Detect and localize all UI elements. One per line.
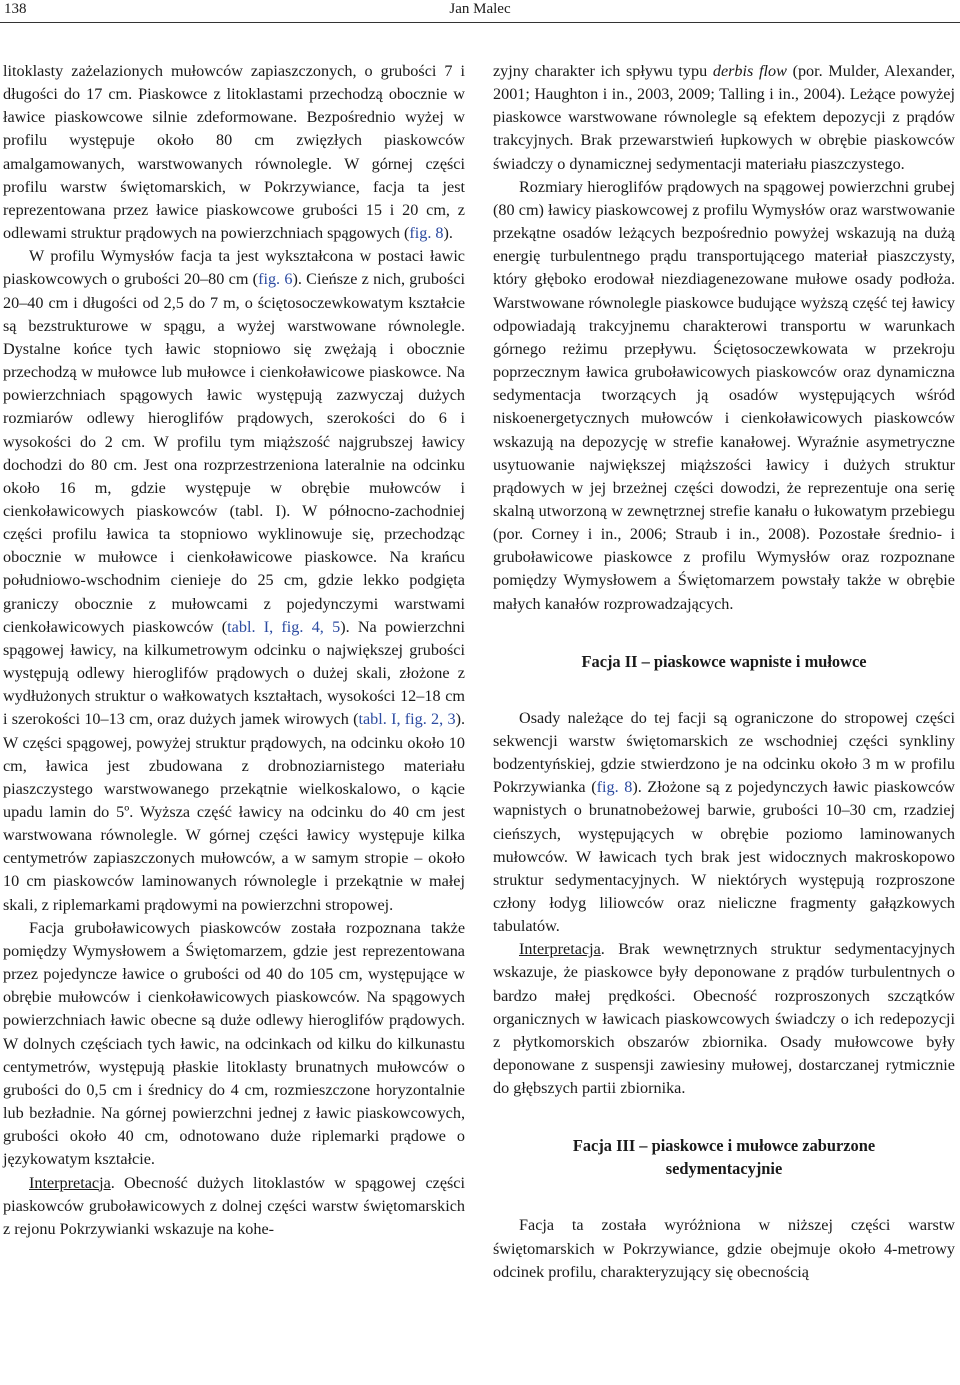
paragraph: Facja gruboławicowych piaskowców została rozpoznana także pomiędzy Wymysłowem a Świętomarzem, gdzie jest reprezentowana przez pojedyncze ławice o grubości od 40 do 105 cm, występujące w obrębie mułowców i cienkoławicowych piaskowców. Na spągowych powierzchniach ławic obecne są duże odlewy hieroglifów prądowych. W dolnych częściach tych ławic, na odcinkach od kilku do kilkunastu centymetrów, występują płaskie litoklasty brunatnych mułowców o grubości do 0,5 cm i średnicy do 4 cm, rozmieszczone horyzontalnie lub bezładnie. Na górnej powierzchni jednej z ławic piaskowcowych, grubości około 40 cm, odnotowano duże riplemarki prądowe o językowatym kształcie.: [3, 918, 465, 1169]
spacer: [493, 673, 955, 707]
spacer: [493, 616, 955, 650]
text-run: zyjny charakter ich spływu typu: [493, 62, 713, 80]
interpretation-label: Interpretacja: [29, 1173, 111, 1192]
plate-link[interactable]: tabl. I, fig. 2, 3: [358, 710, 456, 729]
running-head: Jan Malec: [449, 1, 511, 17]
text-run: ). Złożone są z pojedynczych ławic piaskowców wapnistych o brunatnobeżowej barwie, grubości 10–30 cm, rzadziej cieńszych, występujących w obrębie poziomo laminowanych mułowców. W ławicach tych brak jest widocznych makroskopowo struktur sedymentacyjnych. W niektórych występują rozproszone człony łodyg liliowców oraz nieliczne fragmenty gałązkowych tabulatów.: [493, 778, 955, 936]
section-heading-facja-ii: Facja II – piaskowce wapniste i mułowce: [581, 651, 867, 671]
text-run: . Obecność dużych litoklastów w spągowej części piaskowców gruboławicowych z dolnej części warstw świętomarskich z rejonu Pokrzywianki wskazuje na kohe-: [3, 1173, 465, 1238]
text-run: . Brak wewnętrznych struktur sedymentacyjnych wskazuje, że piaskowce były deponowane z prądów turbulentnych o bardzo małej prędkości. Obecność rozproszonych szczątków organicznych w ławicach piaskowcowych świadczy o ich redepozycji z płytkomorskich obszarów zbiornika. Osady mułowcowe były deponowane z suspensji zawiesiny mułowej, dostarczanej rytmicznie do głębszych partii zbiornika.: [493, 940, 955, 1098]
text-run: W profilu Wymysłów facja ta jest wykształcona w postaci ławic piaskowcowych o grubości 20–80 cm (: [3, 247, 465, 289]
right-column: [493, 60, 955, 1284]
heading-line: sedymentacyjnie: [665, 1159, 783, 1179]
paragraph: [3, 60, 465, 245]
text-run: ).: [443, 224, 453, 243]
text-run: Osady należące do tej facji są ograniczone do stropowej części sekwencji warstw świętomarskich ze wschodniej części synkliny bodzentyńskiej, gdzie stwierdzono je na odcinku około 3 m w profilu Pokrzywianka (: [493, 708, 955, 797]
spacer: [493, 1180, 955, 1214]
figure-link[interactable]: fig. 6: [258, 270, 293, 289]
paragraph: [493, 60, 955, 176]
interpretation-label: Interpretacja: [519, 940, 601, 959]
header-rule: [0, 22, 960, 23]
paragraph: Facja ta została wyróżniona w niższej części warstw świętomarskich w Pokrzywiance, gdzie obejmuje około 4-metrowy odcinek profilu, charakteryzujący się obecnością: [493, 1216, 955, 1281]
text-run: ). Cieńsze z nich, grubości 20–40 cm i długości od 2,5 do 7 m, o ściętosoczewkowatym kształcie są bezstrukturowe w spągu, a wyżej warstwowane równolegle. Dystalne końce tych ławic stopniowo się zwężają i obocznie przechodzą w mułowce lub mułowce i cienkoławicowe piaskowce. Na powierzchniach spągowych ławic występują zazwyczaj dużych rozmiarów odlewy hieroglifów prądowych, szerokości do 6 i wysokości do 2 cm. W profilu tym miąższość najgrubszej ławicy dochodzi do 80 cm. Jest ona rozprzestrzeniona lateralnie na odcinku około 16 m, gdzie występuje w obrębie mułowców i cienkoławicowych piaskowców (tabl. I). W północno-zachodniej części profilu ławica ta stopniowo wyklinowuje się, przechodząc obocznie w mułowce i cienkoławicowe piaskowce. Na krańcu południowo-wschodnim cienieje do 25 cm, gdzie lekko podgięta graniczy obocznie z mułowcami z pojedynczymi warstwami cienkoławicowych piaskowców (: [3, 270, 466, 636]
figure-link[interactable]: fig. 8: [409, 224, 444, 243]
text-run: (por. Mulder, Alexander, 2001; Haughton i in., 2003, 2009; Talling i in., 2004). Leżące powyżej piaskowce warstwowane równolegle są efektem depozycji z prądów trakcyjnych. Brak przewarstwień łupkowych w obrębie piaskowców świadczy o dynamicznej sedymentacji materiału piaszczystego.: [493, 62, 955, 173]
text-run: litoklasty zażelazionych mułowców zapiaszczonych, o grubości 7 i długości do 17 cm. Piaskowce z litoklastami przechodzą obocznie w ławice piaskowcowe silnie zdeformowane. Bezpośrednio wyżej w profilu występuje około 80 cm zwięzłych piaskowców amalgamowanych, warstwowanych równolegle. W górnej części profilu warstw świętomarskich, w Pokrzywiance, facja ta jest reprezentowana przez ławice piaskowcowe grubości 15 i 20 cm, z odlewami struktur prądowych na powierzchniach spągowych (: [3, 62, 465, 243]
paragraph: [493, 707, 955, 939]
spacer: [493, 1100, 955, 1134]
text-run: ). Na powierzchni spągowej ławicy, na kilkumetrowym odcinku o największej grubości występują odlewy hieroglifów prądowych o dużej skali, złożone z wydłużonych struktur o wałkowatych kształtach, wysokości 12–18 cm i szerokości 10–13 cm, oraz dużych jamek wirowych (: [3, 617, 465, 729]
plate-link[interactable]: tabl. I, fig. 4, 5: [227, 617, 341, 636]
text-run: ). W części spągowej, powyżej struktur prądowych, na odcinku około 10 cm, ławica jest zbudowana z drobnoziarnistego materiału piaszczystego warstwowanego przekątnie wielkoskalowo, o kącie upadu lamin do 5º. Wyższa część ławicy na odcinku do 40 cm jest warstwowana równolegle. W górnej części ławicy występuje kilka centymetrów zapiaszczonych mułowców, a w samym stropie – około 10 cm piaskowców laminowanych równolegle i przekątnie w małej skali, z riplemarkami prądowymi na powierzchni stropowej.: [3, 710, 465, 914]
paragraph: Rozmiary hieroglifów prądowych na spągowej powierzchni grubej (80 cm) ławicy piaskowcowej z profilu Wymysłów oraz warstwowanie przekątne osadów leżących bezpośrednio powyżej wskazują na dużą energię turbulentnego prądu transportującego materiał piaszczysty, który głęboko erodował niezdiagenezowane mułowe osady podłoża. Warstwowane równolegle piaskowce budujące wyższą część tej ławicy odpowiadają trakcyjnemu charakterowi transportu w warunkach górnego reżimu przepływu. Ściętosoczewkowata w przekroju poprzecznym ławica gruboławicowych piaskowców oraz dynamiczna sedymentacja tworzących ją osadów występujących wśród niskoenergetycznych mułowców i cienkoławicowych piaskowców wskazują na depozycję w strefie kanałowej. Wyraźnie asymetryczne usytuowanie największej miąższości ławicy i dużych struktur prądowych w jej brzeżnej części dowodzi, że reprezentuje ona serię skalną utworzoną w zewnętrznej strefie kanału o łukowatym przebiegu (por. Corney i in., 2006; Straub i in., 2008). Pozostałe średnio- i gruboławicowe piaskowce z profilu Wymysłów oraz rozpoznane pomiędzy Wymysłowem a Świętomarzem powstały także w obrębie małych kanałów rozprowadzających.: [493, 177, 955, 613]
paragraph: [493, 938, 955, 1100]
left-column: [3, 60, 465, 1241]
heading-line: Facja III – piaskowce i mułowce zaburzone: [572, 1136, 876, 1156]
section-heading-facja-iii: [493, 1134, 955, 1180]
italic-term: derbis flow: [712, 62, 787, 80]
paragraph: [3, 1172, 465, 1241]
figure-link[interactable]: fig. 8: [596, 778, 633, 797]
page-header: [0, 0, 960, 22]
page-number: 138: [4, 1, 27, 17]
paragraph: [3, 245, 465, 917]
